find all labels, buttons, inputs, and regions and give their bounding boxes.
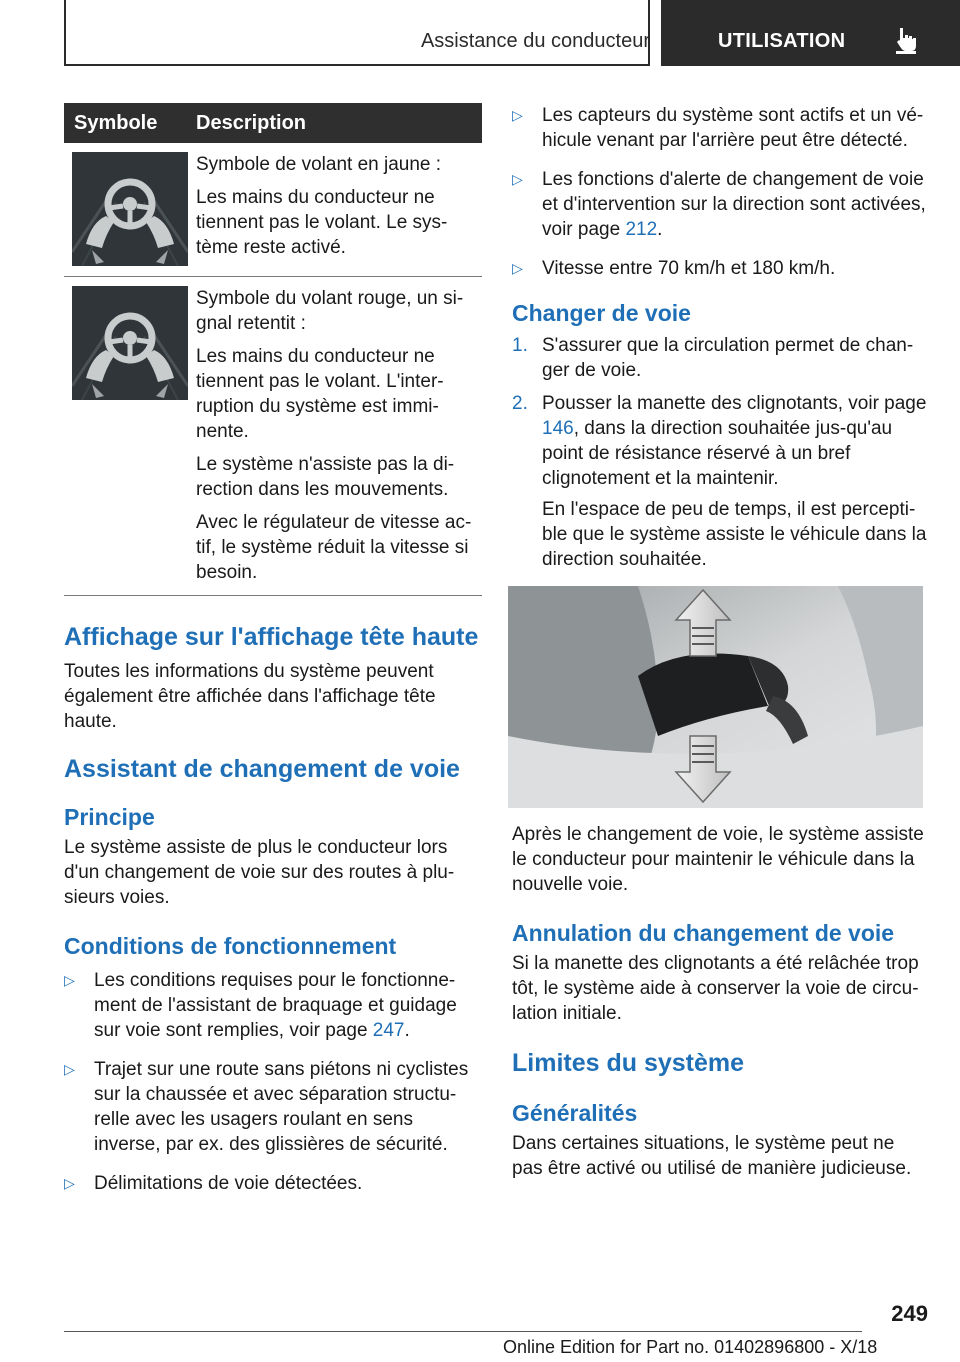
col-header-symbol: Symbole [74,111,158,134]
list-item: ▷ Vitesse entre 70 km/h et 180 km/h. [512,256,927,281]
col-header-description: Description [196,111,307,134]
list-item [64,968,482,1043]
step-text: Pousser la manette des clignotants, voir page [542,393,927,414]
page-link-146[interactable]: 146 [542,418,574,439]
conditions-list-continued [512,103,927,281]
step-note: En l'espace de peu de temps, il est percepti-ble que le système assiste le véhicule dans la direction souhaitée. [542,499,927,570]
heading-annulation: Annulation du changement de voie [512,920,895,946]
page-link-247[interactable]: 247 [372,1020,405,1041]
list-item [512,167,927,242]
heading-lane-change-assistant: Assistant de changement de voie [64,755,460,783]
symbol-cell [64,286,196,585]
paragraph-principe: Le système assiste de plus le conducteur lors d'un changement de voie sur des routes à plu-sieurs voies. [64,837,455,908]
list-item: ▷ Les capteurs du système sont actifs et un vé-hicule venant par l'arrière peut être détecté. [512,103,927,153]
description-paragraph: Symbole de volant en jaune : [196,154,442,175]
description-paragraph: Symbole du volant rouge, un si-gnal retentit : [196,288,464,334]
heading-changer-de-voie: Changer de voie [512,300,691,326]
description-cell [196,152,482,266]
table-row [64,143,482,277]
section-label: UTILISATION [718,30,846,52]
step-text-end: , dans la direction souhaitée jus-qu'au point de résistance réservé à un bref clignotement et la maintenir. [542,418,893,489]
right-column [512,103,927,1181]
step-item [512,333,927,383]
steps-list [512,333,927,572]
list-item-text: Les conditions requises pour le fonctionne-ment de l'assistant de braquage et guidage sur voie sont remplies, voir page [94,970,457,1041]
list-item-end: . [657,219,663,240]
step-text: S'assurer que la circulation permet de chan-ger de voie. [542,335,914,381]
header-rule [64,64,650,66]
list-item-end: . [404,1020,410,1041]
footer-edition: Online Edition for Part no. 01402896800 - X/18 [503,1337,878,1357]
heading-conditions: Conditions de fonctionnement [64,933,397,959]
heading-limites: Limites du système [512,1049,745,1077]
heading-hud: Affichage sur l'affichage tête haute [64,623,479,651]
symbol-cell [64,152,196,266]
step-number: 1. [512,335,528,356]
paragraph-hud: Toutes les informations du système peuvent également être affichée dans l'affichage tête haute. [64,661,436,732]
list-item: ▷ Trajet sur une route sans piétons ni cyclistes sur la chaussée et avec séparation structu-relle avec les usagers roulant en sens inverse, par ex. des glissières de sécurité. [64,1057,482,1157]
table-row [64,277,482,596]
heading-generalites: Généralités [512,1100,638,1126]
step-number: 2. [512,393,528,414]
list-item-text: Les fonctions d'alerte de changement de voie et d'intervention sur la direction sont activées, voir page [542,169,926,240]
footer-rule [64,1331,862,1332]
page-number: 249 [891,1301,928,1326]
paragraph-annulation: Si la manette des clignotants a été relâchée trop tôt, le système aide à conserver la voie de circu-lation initiale. [512,953,919,1024]
pointing-hand-icon [894,26,920,54]
turn-signal-lever-photo [508,586,923,808]
paragraph-after-change: Après le changement de voie, le système assiste le conducteur pour maintenir le véhicule dans la nouvelle voie. [512,824,924,895]
page-header [0,0,960,66]
header-left-line [64,0,66,66]
steering-wheel-red-icon [72,286,188,400]
left-column [64,103,482,1204]
description-paragraph: Les mains du conducteur ne tiennent pas le volant. Le sys-tème reste activé. [196,187,448,258]
description-paragraph: Avec le régulateur de vitesse ac-tif, le système réduit la vitesse si besoin. [196,512,472,583]
description-paragraph: Les mains du conducteur ne tiennent pas le volant. L'inter-ruption du système est immi-nente. [196,346,444,442]
chapter-title: Assistance du conducteur [420,30,650,52]
heading-principe: Principe [64,804,155,830]
conditions-list [64,968,482,1196]
symbol-table [64,103,482,596]
list-item: ▷ Délimitations de voie détectées. [64,1171,482,1196]
description-cell [196,286,482,585]
step-item [512,391,927,572]
table-header [64,103,482,143]
paragraph-generalites: Dans certaines situations, le système peut ne pas être activé ou utilisé de manière judicieuse. [512,1133,912,1179]
steering-wheel-yellow-icon [72,152,188,266]
page-link-212[interactable]: 212 [625,219,658,240]
section-tab [661,0,960,66]
description-paragraph: Le système n'assiste pas la di-rection dans les mouvements. [196,454,455,500]
